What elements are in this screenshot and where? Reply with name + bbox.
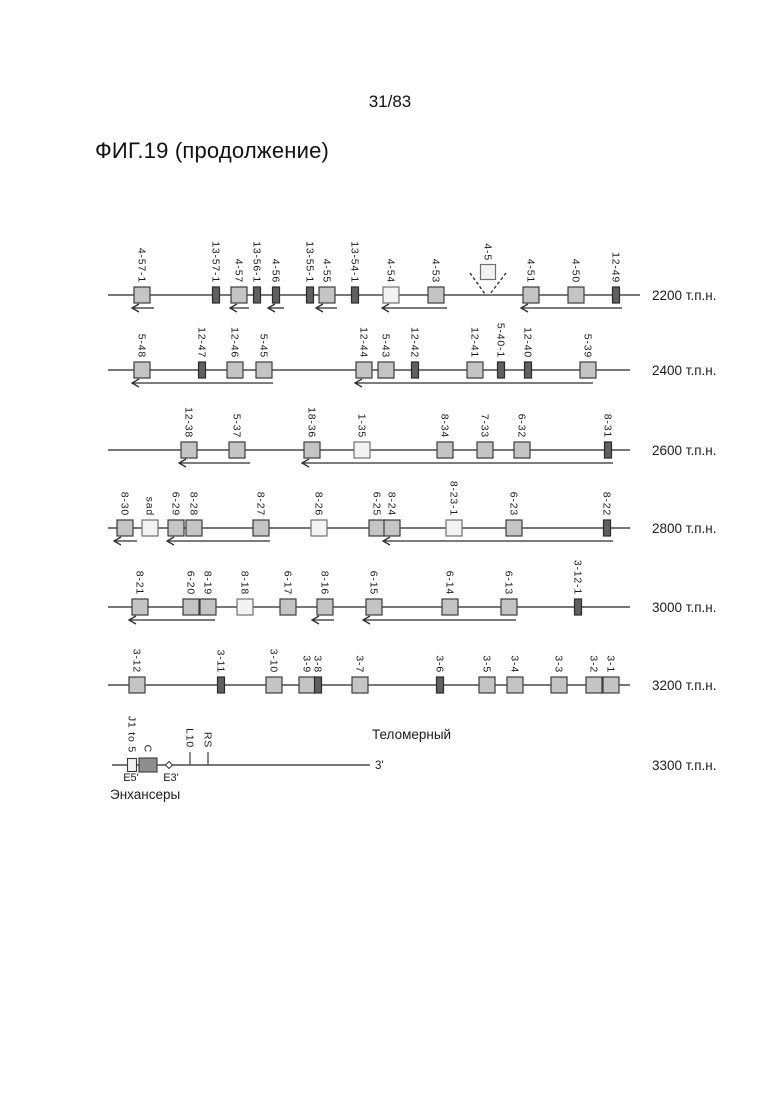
- segment-label: 1-35: [355, 413, 368, 438]
- segment-label: 3-4: [508, 655, 521, 673]
- telomeric-label: Теломерный: [372, 727, 452, 742]
- segment-label: 8-16: [318, 570, 331, 595]
- segment-label: 3-8: [311, 655, 324, 673]
- segment-4-56: [273, 287, 280, 303]
- segment-label: 13-55-1: [303, 241, 316, 283]
- segment-label: 6-32: [515, 413, 528, 438]
- segment-label: 13-54-1: [348, 241, 361, 283]
- segment-3-4: [507, 677, 523, 693]
- segment-label: 6-23: [507, 491, 520, 516]
- segment-label: 5-45: [257, 333, 270, 358]
- row-scale-label: 2800 т.п.н.: [652, 521, 717, 536]
- segment-3-9: [299, 677, 315, 693]
- segment-1-35: [354, 442, 370, 458]
- segment-13-56-1: [254, 287, 261, 303]
- segment-label: 13-56-1: [250, 241, 263, 283]
- segment-label: 4-54: [384, 258, 397, 283]
- segment-6-23: [506, 520, 522, 536]
- segment-3-12-1: [575, 599, 582, 615]
- segment-8-31: [605, 442, 612, 458]
- segment-7-33: [477, 442, 493, 458]
- segment-8-18: [237, 599, 253, 615]
- segment-8-27: [253, 520, 269, 536]
- segment-label: 8-30: [118, 491, 131, 516]
- segment-label: 8-22: [600, 491, 613, 516]
- segment-label: 3-5: [480, 655, 493, 673]
- segment-label: 4-57-1: [135, 247, 148, 283]
- map-row-2600: [108, 407, 717, 467]
- e5-prime-label: E5': [123, 772, 139, 784]
- segment-label: 6-13: [502, 570, 515, 595]
- segment-label: 5-43: [379, 333, 392, 358]
- enhancer-diamond: [166, 762, 173, 769]
- segment-label: 4-5: [481, 243, 494, 261]
- segment-8-22: [604, 520, 611, 536]
- page-number: 31/83: [368, 92, 412, 111]
- segment-label: 8-24: [385, 491, 398, 516]
- segment-6-20: [183, 599, 199, 615]
- segment-label: J1 to 5: [125, 715, 138, 753]
- segment-label: 3-10: [267, 648, 280, 673]
- segment-label: 3-12: [130, 648, 143, 673]
- segment-label: 13-57-1: [209, 241, 222, 283]
- segment-8-24: [384, 520, 400, 536]
- segment-8-26: [311, 520, 327, 536]
- row-scale-label: 3200 т.п.н.: [652, 678, 717, 693]
- segment-5-37: [229, 442, 245, 458]
- segment-label: 6-15: [367, 570, 380, 595]
- segment-8-28: [186, 520, 202, 536]
- segment-8-23-1: [446, 520, 462, 536]
- segment-13-54-1: [352, 287, 359, 303]
- segment-4-57-1: [134, 287, 150, 303]
- segment-label: 4-53: [429, 258, 442, 283]
- map-row-3200: [108, 649, 717, 693]
- segment-4-55: [319, 287, 335, 303]
- segment-5-45: [256, 362, 272, 378]
- segment-label: 4-50: [569, 258, 582, 283]
- row-scale-label: 2200 т.п.н.: [652, 288, 717, 303]
- segment-6-25: [369, 520, 385, 536]
- segment-label: 4-57: [232, 258, 245, 283]
- segment-label: 8-28: [187, 491, 200, 516]
- segment-label: 3-3: [552, 655, 565, 673]
- enhancers-label: Энхансеры: [110, 787, 181, 802]
- segment-label: 3-11: [214, 649, 227, 673]
- segment-label: 4-51: [524, 258, 537, 283]
- segment-C: [139, 758, 157, 772]
- three-prime-label: 3': [375, 760, 384, 772]
- segment-label: 6-20: [184, 570, 197, 595]
- segment-8-16: [317, 599, 333, 615]
- segment-12-46: [227, 362, 243, 378]
- segment-8-19: [200, 599, 216, 615]
- segment-label: 8-34: [438, 413, 451, 438]
- segment-label: 6-17: [281, 570, 294, 595]
- segment-label: 3-6: [433, 655, 446, 673]
- map-row-3000: [108, 560, 717, 624]
- segment-label: 12-41: [468, 327, 481, 358]
- segment-5-48: [134, 362, 150, 378]
- segment-5-39: [580, 362, 596, 378]
- segment-label: 12-42: [408, 327, 421, 358]
- segment-8-21: [132, 599, 148, 615]
- segment-label: 3-7: [353, 655, 366, 673]
- segment-5-40-1: [498, 362, 505, 378]
- segment-label: 6-14: [443, 570, 456, 595]
- segment-6-14: [442, 599, 458, 615]
- segment-4-5: [481, 265, 496, 280]
- segment-13-57-1: [213, 287, 220, 303]
- segment-4-53: [428, 287, 444, 303]
- segment-label: 5-48: [135, 333, 148, 358]
- tick-label: L10: [183, 728, 196, 748]
- segment-label: 8-23-1: [447, 480, 460, 516]
- segment-3-5: [479, 677, 495, 693]
- segment-label: 3-2: [587, 655, 600, 673]
- segment-6-13: [501, 599, 517, 615]
- segment-12-38: [181, 442, 197, 458]
- segment-label: C: [141, 744, 154, 753]
- map-row-2200: [108, 241, 717, 312]
- segment-13-55-1: [307, 287, 314, 303]
- segment-label: 5-40-1: [494, 322, 507, 358]
- segment-12-47: [199, 362, 206, 378]
- segment-12-40: [525, 362, 532, 378]
- segment-12-41: [467, 362, 483, 378]
- segment-label: 6-25: [370, 491, 383, 516]
- segment-4-51: [523, 287, 539, 303]
- segment-label: 8-26: [312, 491, 325, 516]
- row-scale-label: 2400 т.п.н.: [652, 363, 717, 378]
- segment-3-12: [129, 677, 145, 693]
- segment-sad: [142, 520, 158, 536]
- segment-6-17: [280, 599, 296, 615]
- segment-4-57: [231, 287, 247, 303]
- row-scale-label: 3000 т.п.н.: [652, 600, 717, 615]
- segment-label: 7-33: [478, 413, 491, 438]
- segment-3-7: [352, 677, 368, 693]
- segment-8-34: [437, 442, 453, 458]
- segment-3-1: [603, 677, 619, 693]
- figure-title: ФИГ.19 (продолжение): [95, 138, 330, 163]
- segment-label: 6-29: [169, 491, 182, 516]
- segment-6-29: [168, 520, 184, 536]
- segment-12-49: [613, 287, 620, 303]
- map-row-2400: [108, 323, 717, 387]
- map-row-2800: [108, 481, 717, 545]
- segment-5-43: [378, 362, 394, 378]
- segment-label: 5-39: [581, 333, 594, 358]
- segment-label: 8-19: [201, 570, 214, 595]
- segment-12-44: [356, 362, 372, 378]
- segment-label: 18-36: [305, 407, 318, 438]
- segment-label: 8-31: [601, 413, 614, 438]
- segment-3-8: [315, 677, 322, 693]
- segment-label: 12-46: [228, 327, 241, 358]
- segment-label: 8-27: [254, 491, 267, 516]
- row-scale-label: 2600 т.п.н.: [652, 443, 717, 458]
- segment-label: 8-18: [238, 570, 251, 595]
- segment-label: 12-38: [182, 407, 195, 438]
- segment-label: 3-9: [300, 655, 313, 673]
- segment-label: 12-40: [521, 327, 534, 358]
- segment-label: 3-12-1: [571, 559, 584, 595]
- segment-12-42: [412, 362, 419, 378]
- segment-label: 5-37: [230, 413, 243, 438]
- segment-J1-to-5: [128, 759, 137, 772]
- segment-label: 8-21: [133, 570, 146, 595]
- segment-label: 3-1: [604, 655, 617, 673]
- segment-label: 4-55: [320, 258, 333, 283]
- segment-label: 12-49: [609, 252, 622, 283]
- segment-label: sad: [143, 496, 156, 516]
- tick-label: RS: [201, 731, 214, 748]
- segment-18-36: [304, 442, 320, 458]
- segment-3-10: [266, 677, 282, 693]
- segment-4-54: [383, 287, 399, 303]
- segment-6-15: [366, 599, 382, 615]
- e3-prime-label: E3': [163, 772, 179, 784]
- segment-3-11: [218, 677, 225, 693]
- segment-3-3: [551, 677, 567, 693]
- segment-6-32: [514, 442, 530, 458]
- map-row-3300: [110, 716, 717, 802]
- segment-3-6: [437, 677, 444, 693]
- segment-label: 12-44: [357, 327, 370, 358]
- segment-4-50: [568, 287, 584, 303]
- row-scale-label: 3300 т.п.н.: [652, 758, 717, 773]
- segment-8-30: [117, 520, 133, 536]
- segment-label: 4-56: [269, 258, 282, 283]
- segment-label: 12-47: [195, 327, 208, 358]
- segment-3-2: [586, 677, 602, 693]
